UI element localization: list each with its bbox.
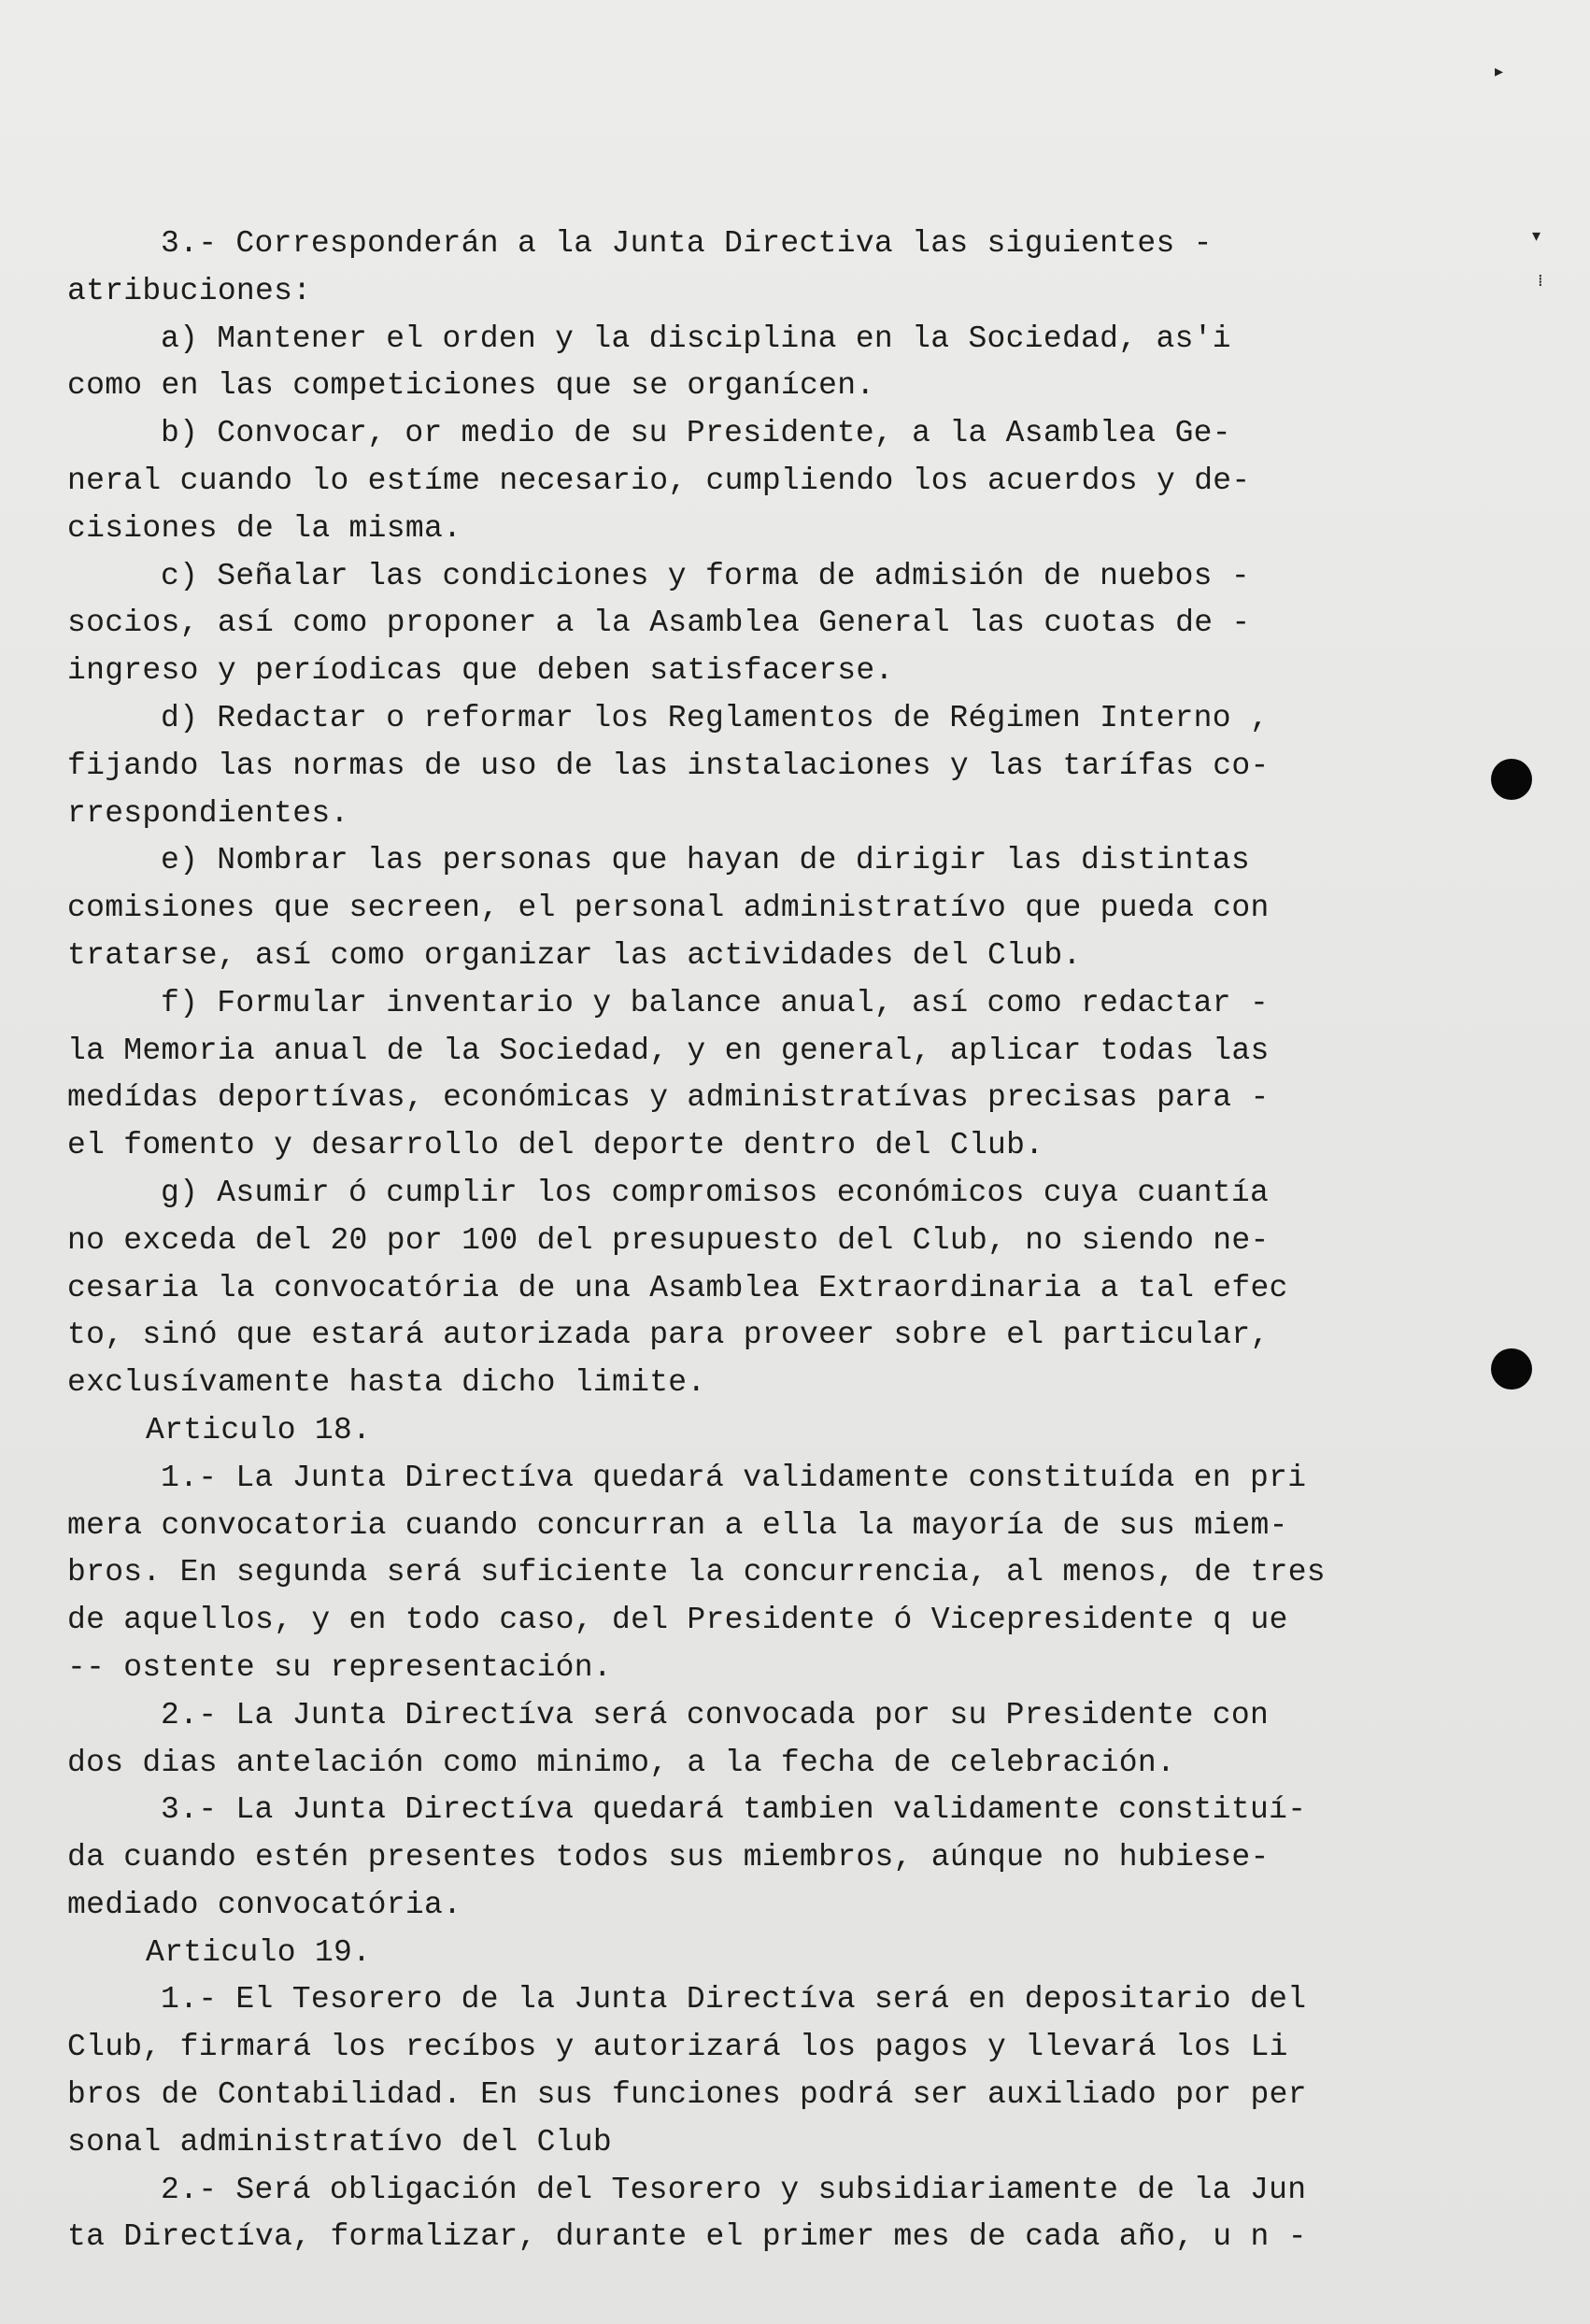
text-line: cisiones de la misma. (67, 510, 462, 546)
text-line: neral cuando lo estíme necesario, cumpliendo los acuerdos y de- (67, 463, 1251, 498)
text-line: socios, así como proponer a la Asamblea General las cuotas de - (67, 606, 1251, 641)
text-line: sonal administratívo del Club (67, 2124, 612, 2160)
text-line: da cuando estén presentes todos sus miembros, aúnque no hubiese- (67, 1840, 1270, 1875)
text-line: atribuciones: (67, 273, 312, 308)
text-line: fijando las normas de uso de las instalaciones y las tarífas co- (67, 748, 1270, 783)
text-line: el fomento y desarrollo del deporte dentro del Club. (67, 1128, 1044, 1163)
text-line: la Memoria anual de la Sociedad, y en general, aplicar todas las (67, 1033, 1270, 1068)
text-line: 1.- La Junta Directíva quedará validamente constituída en pri (161, 1460, 1307, 1495)
text-line: exclusívamente hasta dicho limite. (67, 1365, 706, 1401)
text-line: rrespondientes. (67, 795, 349, 831)
text-line: cesaria la convocatória de una Asamblea Extraordinaria a tal efec (67, 1270, 1288, 1305)
text-line: d) Redactar o reformar los Reglamentos de Régimen Interno , (161, 700, 1270, 735)
text-line: bros. En segunda será suficiente la concurrencia, al menos, de tres (67, 1555, 1326, 1590)
text-line: tratarse, así como organizar las actividades del Club. (67, 937, 1082, 973)
article-heading: Articulo 19. (146, 1934, 372, 1970)
margin-mark-icon: ⁞ (1538, 271, 1543, 291)
article-heading: Articulo 18. (146, 1412, 372, 1447)
text-line: medídas deportívas, económicas y administratívas precisas para - (67, 1080, 1270, 1116)
binder-hole-icon (1491, 759, 1532, 800)
text-line: 2.- Será obligación del Tesorero y subsidiariamente de la Jun (161, 2172, 1307, 2207)
text-line: como en las competiciones que se organícen. (67, 368, 875, 404)
text-line: ingreso y períodicas que deben satisfacerse. (67, 653, 894, 689)
text-line: 1.- El Tesorero de la Junta Directíva será en depositario del (161, 1982, 1307, 2017)
text-line: mediado convocatória. (67, 1887, 462, 1922)
text-line: ta Directíva, formalizar, durante el primer mes de cada año, u n - (67, 2219, 1307, 2255)
text-line: g) Asumir ó cumplir los compromisos económicos cuya cuantía (161, 1175, 1270, 1210)
text-line: -- ostente su representación. (67, 1649, 612, 1685)
text-line: no exceda del 20 por 100 del presupuesto del Club, no siendo ne- (67, 1222, 1270, 1258)
text-line: e) Nombrar las personas que hayan de dirigir las distintas (161, 843, 1250, 878)
text-line: Club, firmará los recíbos y autorizará los pagos y llevará los Li (67, 2030, 1288, 2065)
document-body (67, 221, 1338, 2261)
text-line: b) Convocar, or medio de su Presidente, a la Asamblea Ge- (161, 416, 1231, 451)
text-line: de aquellos, y en todo caso, del Presidente ó Vicepresidente q ue (67, 1603, 1288, 1638)
text-line: 3.- Corresponderán a la Junta Directiva las siguientes - (161, 226, 1213, 261)
text-line: to, sinó que estará autorizada para proveer sobre el particular, (67, 1318, 1270, 1353)
text-line: comisiones que secreen, el personal administratívo que pueda con (67, 891, 1270, 926)
binder-hole-icon (1491, 1348, 1532, 1390)
text-line: mera convocatoria cuando concurran a ella la mayoría de sus miem- (67, 1507, 1288, 1543)
text-line: f) Formular inventario y balance anual, así como redactar - (161, 985, 1270, 1020)
text-line: 2.- La Junta Directíva será convocada por su Presidente con (161, 1697, 1270, 1732)
text-line: bros de Contabilidad. En sus funciones podrá ser auxiliado por per (67, 2077, 1307, 2113)
text-line: c) Señalar las condiciones y forma de admisión de nuebos - (161, 558, 1250, 593)
margin-mark-icon: ▸ (1495, 62, 1504, 81)
text-line: a) Mantener el orden y la disciplina en la Sociedad, as'i (161, 321, 1231, 356)
margin-mark-icon: ▾ (1532, 226, 1541, 246)
text-line: dos dias antelación como minimo, a la fecha de celebración. (67, 1745, 1176, 1780)
text-line: 3.- La Junta Directíva quedará tambien validamente constituí- (161, 1792, 1307, 1828)
